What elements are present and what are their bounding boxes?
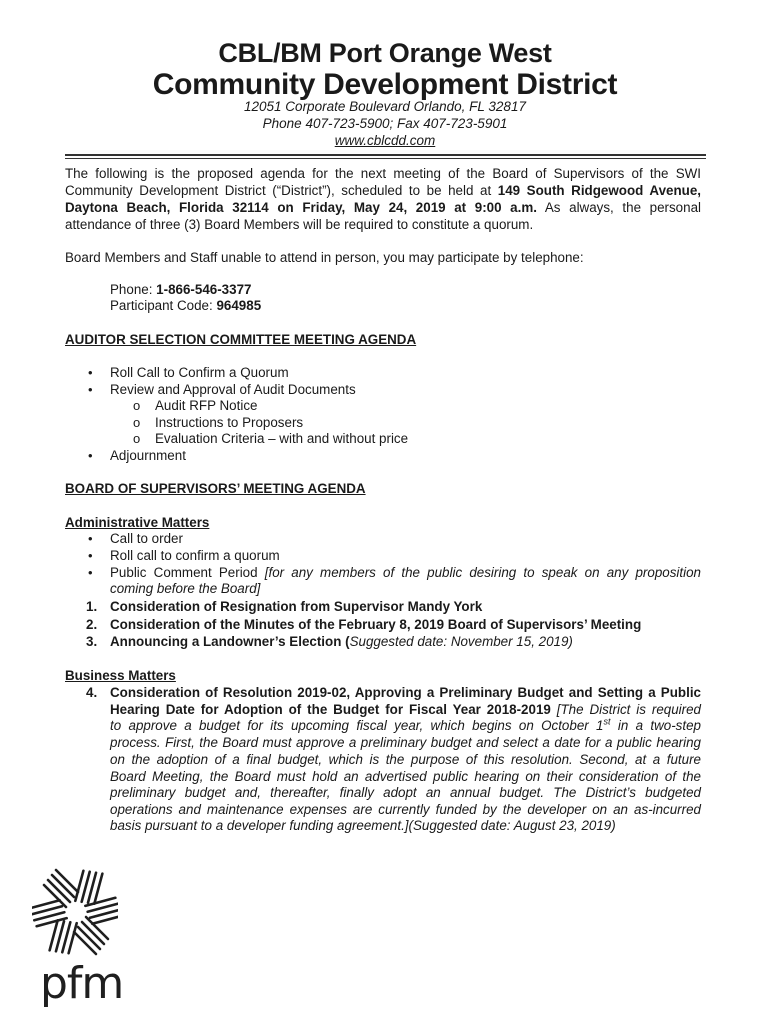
circle-bullet-icon: o: [133, 415, 141, 430]
intro-line2: Community Development District (“District”), scheduled to be held at 149 South Ridgewood Avenue,: [65, 183, 701, 198]
item-number: 3.: [86, 634, 98, 649]
item-number: 1.: [86, 599, 98, 614]
intro-line4: attendance of three (3) Board Members will be required to constitute a quorum.: [65, 217, 534, 232]
board-heading: BOARD OF SUPERVISORS’ MEETING AGENDA: [65, 481, 366, 496]
auditor-subitem-criteria: Evaluation Criteria – with and without price: [155, 431, 409, 446]
bullet-icon: •: [88, 565, 93, 580]
agenda-item-resolution-line2: Hearing Date for Adoption of the Budget for Fiscal Year 2018-2019 [The District is required: [110, 702, 701, 717]
bullet-icon: •: [88, 531, 93, 546]
intro-line1: The following is the proposed agenda for the next meeting of the Board of Supervisors of the SWI: [65, 166, 701, 181]
auditor-subitem-rfp: Audit RFP Notice: [155, 398, 258, 413]
agenda-item-resolution-line1: Consideration of Resolution 2019-02, Approving a Preliminary Budget and Setting a Public: [110, 685, 701, 700]
administrative-matters-heading: Administrative Matters: [65, 515, 210, 530]
phone-line: Phone: 1-866-546-3377: [110, 282, 252, 297]
agenda-item-resolution-line4: process. First, the Board must approve a preliminary budget and select a date for a public hearing: [110, 735, 701, 750]
participant-code-line: Participant Code: 964985: [110, 298, 262, 313]
auditor-item-review: Review and Approval of Audit Documents: [110, 382, 356, 397]
auditor-item-roll-call: Roll Call to Confirm a Quorum: [110, 365, 289, 380]
item-number: 4.: [86, 685, 98, 700]
admin-item-public-comment-note: coming before the Board]: [110, 581, 261, 596]
agenda-item-landowner-election: Announcing a Landowner’s Election (Suggested date: November 15, 2019): [110, 634, 573, 649]
business-matters-heading: Business Matters: [65, 668, 176, 683]
agenda-item-resolution-line7: preliminary budget and, thereafter, finally adopt an annual budget. The District’s budgeted: [110, 785, 701, 800]
admin-item-public-comment: Public Comment Period [for any members of the public desiring to speak on any proposition: [110, 565, 701, 580]
website-link[interactable]: www.cblcdd.com: [334, 133, 436, 148]
pfm-logo-text: pfm: [40, 958, 124, 1009]
auditor-heading: AUDITOR SELECTION COMMITTEE MEETING AGENDA: [65, 332, 417, 347]
agenda-item-minutes: Consideration of the Minutes of the February 8, 2019 Board of Supervisors’ Meeting: [110, 617, 642, 632]
bullet-icon: •: [88, 365, 93, 380]
header-divider-thin: [65, 158, 706, 159]
phone-fax: Phone 407-723-5900; Fax 407-723-5901: [262, 116, 508, 131]
circle-bullet-icon: o: [133, 431, 141, 446]
bullet-icon: •: [88, 448, 93, 463]
bullet-icon: •: [88, 548, 93, 563]
item-number: 2.: [86, 617, 98, 632]
intro-line3: Daytona Beach, Florida 32114 on Friday, May 24, 2019 at 9:00 a.m. As always, the personal: [65, 200, 702, 215]
address: 12051 Corporate Boulevard Orlando, FL 32817: [244, 99, 526, 114]
circle-bullet-icon: o: [133, 398, 141, 413]
auditor-item-adjournment: Adjournment: [110, 448, 186, 463]
agenda-item-resolution-line3: to approve a budget for its upcoming fiscal year, which begins on October 1st in a two-step: [110, 716, 701, 733]
agenda-item-resolution-line6: Board Meeting, the Board must hold an advertised public hearing on their consideration of the: [110, 769, 701, 784]
telephone-note: Board Members and Staff unable to attend in person, you may participate by telephone:: [65, 250, 584, 265]
agenda-item-resolution-line8: operations and maintenance expenses are currently funded by the developer on an as-incurred: [110, 802, 701, 817]
agenda-item-resignation: Consideration of Resignation from Supervisor Mandy York: [110, 599, 483, 614]
admin-item-roll-call: Roll call to confirm a quorum: [110, 548, 280, 563]
agenda-item-resolution-line9: basis pursuant to a developer funding agreement.](Suggested date: August 23, 2019): [110, 818, 616, 833]
agenda-item-resolution-line5: on the adoption of a final budget, which is the purpose of this resolution. Second, at a future: [110, 752, 701, 767]
auditor-subitem-instructions: Instructions to Proposers: [155, 415, 304, 430]
district-title-line1: CBL/BM Port Orange West: [218, 38, 552, 68]
district-title-line2: Community Development District: [152, 68, 618, 101]
header-divider: [65, 154, 706, 156]
admin-item-call-to-order: Call to order: [110, 531, 183, 546]
bullet-icon: •: [88, 382, 93, 397]
